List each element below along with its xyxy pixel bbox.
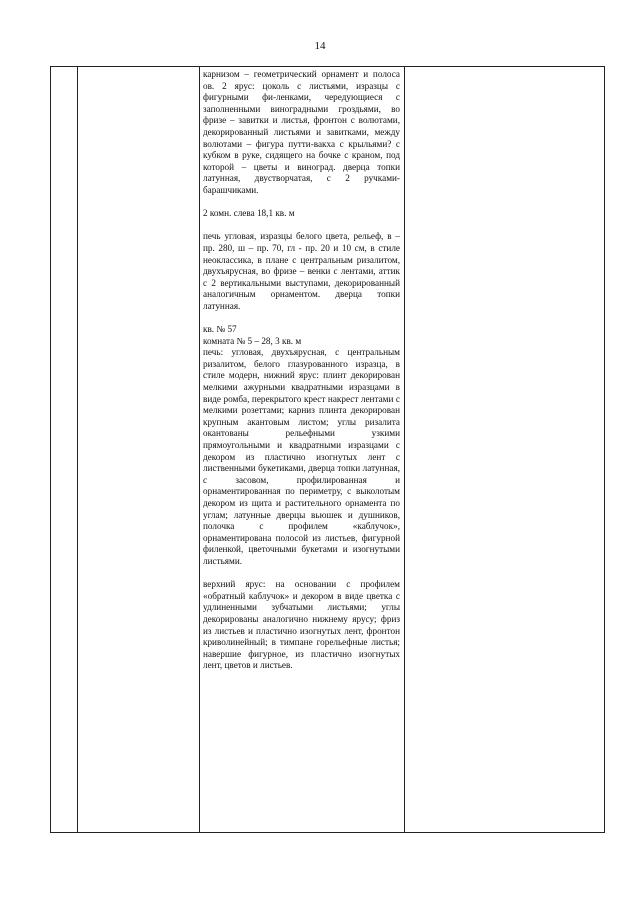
description-paragraph-3: печь: угловая, двухъярусная, с центральным ризалитом, белого глазурованного изразца, в стиле модерн, нижний ярус: плинт декорирован мелкими ажурными квадратными изразцами в виде ромба, перекрытого крест накрест лентами с мелкими розеттами; карниз плинта декорирован крупным акантовым листом; углы ризалита окантованы рельефными узкими прямоугольными и квадратными изразцами с декором из пластично изогнутых лент с лиственными букетиками, дверца топки латунная, с засовом, профилированная и орнаментированная по периметру, с выколотым декором из щита и растительного орнамента по углам; латунные дверцы вьюшек и душников, полочка с профилем «каблучок», орнаментирована полосой из листьев, фигурной филенкой, цветочными букетами и изогнутыми листьями. xyxy=(203,347,400,566)
column-divider-1 xyxy=(77,67,78,832)
column-divider-2 xyxy=(199,67,200,832)
room-heading: 2 комн. слева 18,1 кв. м xyxy=(203,208,295,219)
description-cell xyxy=(203,69,400,672)
page-number: 14 xyxy=(314,40,326,52)
description-paragraph-4: верхний ярус: на основании с профилем «обратный каблучок» и декором в виде цветка с удлиненными зубчатыми листьями; углы декорированы аналогично нижнему ярусу; фриз из листьев и пластично изогнутых лент, фронтон криволинейный; в тимпане горельефные листья; навершие фигурное, из пластично изогнутых лент, цветов и листьев. xyxy=(203,579,400,671)
room-subheading: комната № 5 – 28, 3 кв. м xyxy=(203,335,302,346)
description-paragraph-2: печь угловая, изразцы белого цвета, рельеф, в – пр. 280, ш – пр. 70, гл - пр. 20 и 10 см, в стиле неоклассика, в плане с центральным ризалитом, двухъярусная, во фризе – венки с лентами, аттик с 2 вертикальными выступами, декорированный аналогичным орнаментом. дверца топки латунная. xyxy=(203,231,400,311)
column-divider-3 xyxy=(404,67,405,832)
apartment-heading: кв. № 57 xyxy=(203,324,237,335)
inventory-table xyxy=(50,66,605,833)
description-paragraph-1: карнизом – геометрический орнамент и полоса ов. 2 ярус: цоколь с листьями, изразцы с фигурными фи-ленками, чередующиеся с заполненными виноградными гроздьями, во фризе – завитки и листья, фронтон с волютами, декорированный листьями и завитками, между волютами – фигура путти-вакха с крыльями? с кубком в руке, сидящего на бочке с краном, под которой – цветы и виноград. дверца топки латунная, двустворчатая, с 2 ручками-барашчиками. xyxy=(203,69,400,195)
